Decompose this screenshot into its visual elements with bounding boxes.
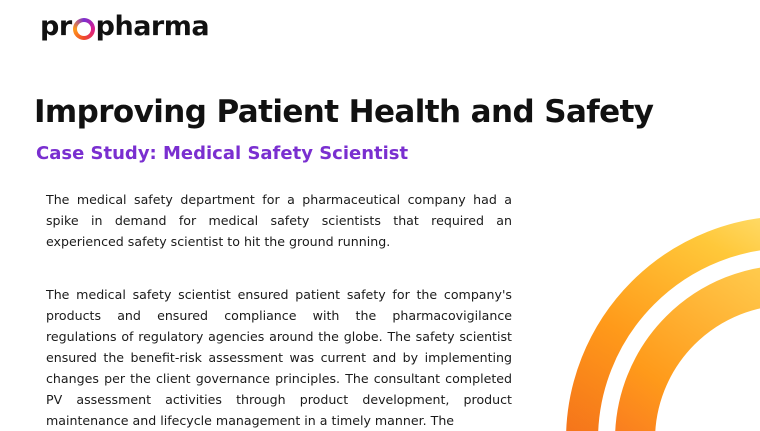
outer-arc (582, 232, 760, 431)
inner-arc (635, 285, 760, 431)
logo-suffix: pharma (95, 11, 210, 42)
page-title: Improving Patient Health and Safety (34, 94, 654, 130)
propharma-logo (40, 10, 209, 44)
body-paragraph-1: The medical safety department for a pharmaceutical company had a spike in demand for medical safety scientists that required an experienced safety scientist to hit the ground running. (46, 192, 512, 249)
logo-prefix: pr (40, 11, 72, 42)
page-subtitle: Case Study: Medical Safety Scientist (36, 143, 409, 164)
body-paragraph-2: The medical safety scientist ensured patient safety for the company's products and ensured compliance with the pharmacovigilance regulations of regulatory agencies around the globe. The safety scientist ensured the benefit-risk assessment was current and by implementing changes per the client governance principles. The consultant completed PV assessment activities through product development, product maintenance and lifecycle management in a timely manner. The (46, 287, 512, 428)
logo-ring-icon (73, 18, 95, 40)
